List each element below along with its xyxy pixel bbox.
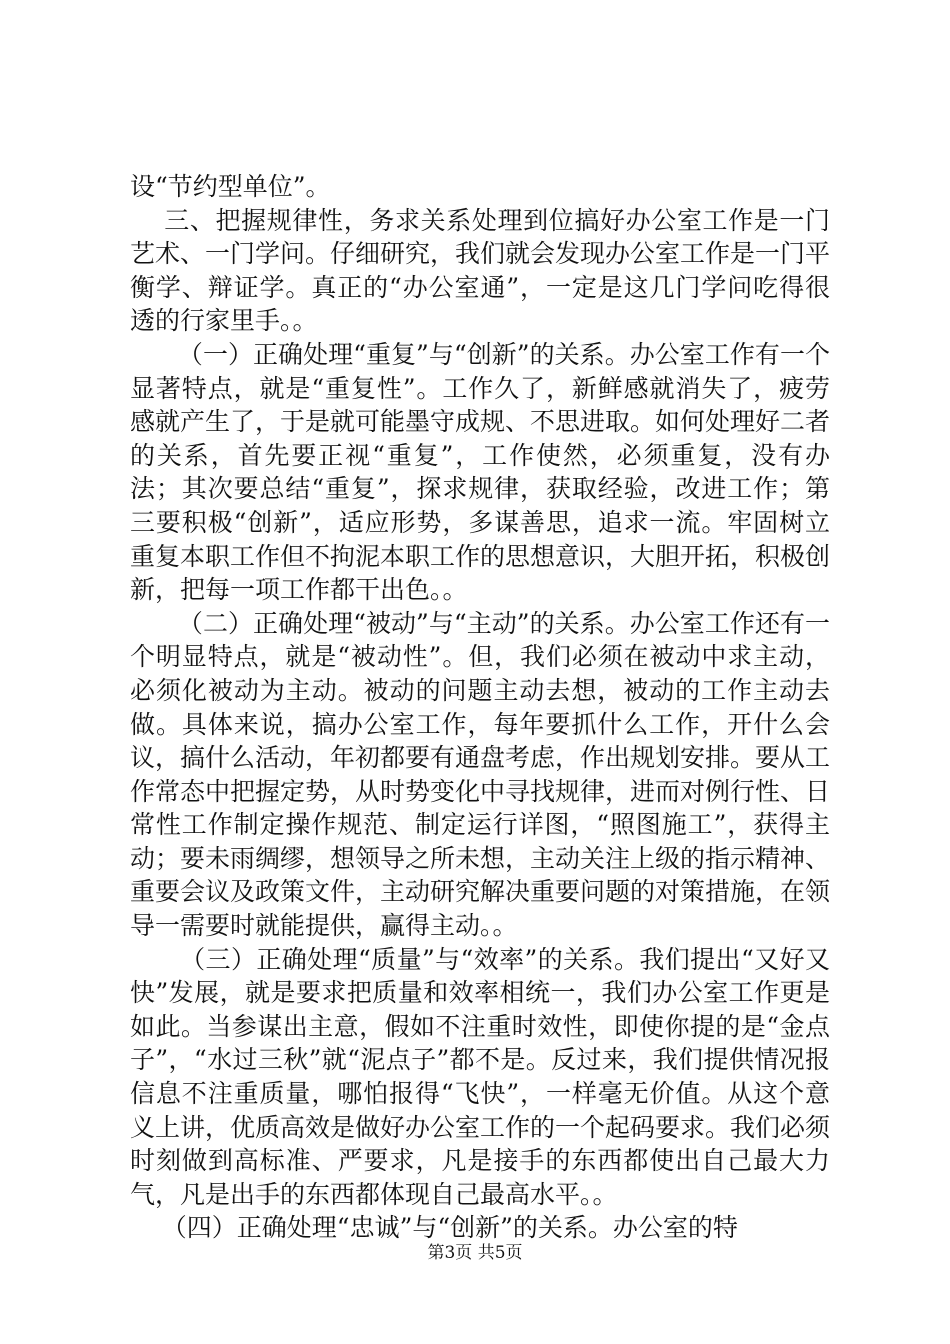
- paragraph-1: 设“节约型单位”。: [130, 172, 331, 201]
- paragraph-3: （一）正确处理“重复”与“创新”的关系。办公室工作有一个显著特点，就是“重复性”。工作久了，新鲜感就消失了，疲劳感就产生了，于是就可能墨守成规、不思进取。如何处理好二者的关系，首先要正视“重复”，工作使然，必须重复，没有办法；其次要总结“重复”，探求规律，获取经验，改进工作；第三要积极“创新”，适应形势，多谋善思，追求一流。牢固树立重复本职工作但不拘泥本职工作的思想意识，大胆开拓，积极创新，把每一项工作都干出色。。: [130, 339, 831, 605]
- paragraph-5: （三）正确处理“质量”与“效率”的关系。我们提出“又好又快”发展，就是要求把质量和效率相统一，我们办公室工作更是如此。当参谋出主意，假如不注重时效性，即使你提的是“金点子”，“水过三秋”就“泥点子”都不是。反过来，我们提供情况报信息不注重质量，哪怕报得“飞快”，一样毫无价值。从这个意义上讲，优质高效是做好办公室工作的一个起码要求。我们必须时刻做到高标准、严要求，凡是接手的东西都使出自己最大力气，凡是出手的东西都体现自己最高水平。。: [130, 944, 831, 1209]
- body-text: [130, 170, 830, 1245]
- paragraph-6: （四）正确处理“忠诚”与“创新”的关系。办公室的特: [130, 1213, 738, 1243]
- paragraph-4: （二）正确处理“被动”与“主动”的关系。办公室工作还有一个明显特点，就是“被动性”。但，我们必须在被动中求主动，必须化被动为主动。被动的问题主动去想，被动的工作主动去做。具体来说，搞办公室工作，每年要抓什么工作，开什么会议，搞什么活动，年初都要有通盘考虑，作出规划安排。要从工作常态中把握定势，从时势变化中寻找规律，进而对例行性、日常性工作制定操作规范、制定运行详图，“照图施工”，获得主动；要未雨绸缪，想领导之所未想，主动关注上级的指示精神、重要会议及政策文件，主动研究解决重要问题的对策措施，在领导一需要时就能提供，赢得主动。。: [130, 608, 831, 941]
- paragraph-2: 三、把握规律性，务求关系处理到位搞好办公室工作是一门艺术、一门学问。仔细研究，我们就会发现办公室工作是一门平衡学、辩证学。真正的“办公室通”，一定是这几门学问吃得很透的行家里手。。: [130, 205, 831, 336]
- page-footer: 第3页 共5页: [427, 1243, 523, 1263]
